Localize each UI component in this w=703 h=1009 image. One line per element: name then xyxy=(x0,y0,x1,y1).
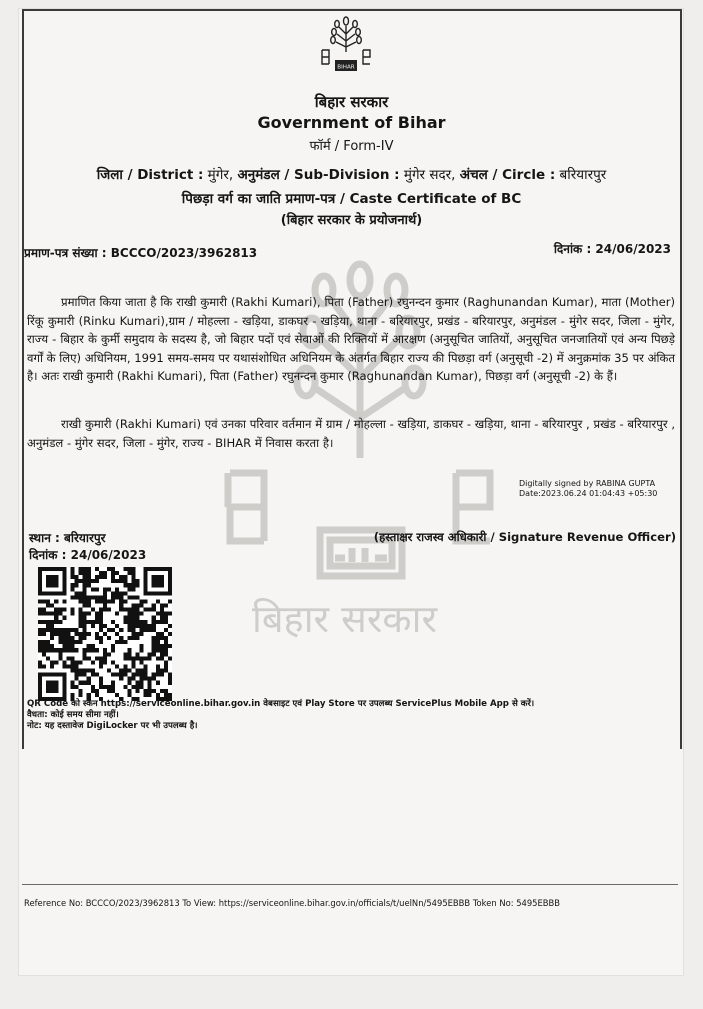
certificate-number: प्रमाण-पत्र संख्या : BCCCO/2023/3962813 xyxy=(24,246,258,260)
subdivision-value: मुंगेर सदर, xyxy=(403,167,456,183)
certificate-paragraph-1: प्रमाणित किया जाता है कि राखी कुमारी (Rakhi Kumari), पिता (Father) रघुनन्दन कुमार (Raghunandan Kumar), माता (Mother) रिंकू कुमारी (Rinku Kumari),ग्राम / मोहल्ला - खड़िया, डाकघर - खड़िया, थाना - बरियारपुर, प्रखंड - बरियारपुर, अनुमंडल - मुंगेर सदर, जिला - मुंगेर, राज्य - बिहार के कुर्मी समुदाय के सदस्य है, जो बिहार पदों एवं सेवाओं की रिक्तियों में आरक्षण (अनुसूचित जातियों, अनुसूचित जनजातियों एवं अन्य पिछड़े वर्गों के लिए) अधिनियम, 1991 समय-समय पर यथासंशोधित अधिनियम के अंतर्गत बिहार राज्य की पिछड़ा वर्ग (अनुसूची -2) में अनुक्रमांक 35 पर अंकित है। अतः राखी कुमारी (Rakhi Kumari), पिता (Father) रघुनन्दन कुमार (Raghunandan Kumar), पिछड़ा वर्ग (अनुसूची -2) के हैं। xyxy=(27,295,675,384)
emblem-label: BIHAR xyxy=(337,64,355,71)
qr-notes xyxy=(27,699,534,732)
certificate-purpose: (बिहार सरकार के प्रयोजनार्थ) xyxy=(280,213,423,228)
bihar-emblem-icon xyxy=(318,16,374,74)
govt-title-english: Government of Bihar xyxy=(257,113,446,132)
certificate-paragraph-2: राखी कुमारी (Rakhi Kumari) एवं उनका परिवार वर्तमान में ग्राम / मोहल्ला - खड़िया, डाकघर - खड़िया, थाना - बरियारपुर , प्रखंड - बरियारपुर , अनुमंडल - मुंगेर सदर, जिला - मुंगेर, राज्य - BIHAR में निवास करता है। xyxy=(27,417,675,450)
watermark-text: बिहार सरकार xyxy=(252,597,437,641)
certificate-title: पिछड़ा वर्ग का जाति प्रमाण-पत्र / Caste Certificate of BC xyxy=(181,191,522,207)
certificate-date: दिनांक : 24/06/2023 xyxy=(553,242,671,256)
issue-date: दिनांक : 24/06/2023 xyxy=(29,548,147,562)
district-value: मुंगेर, xyxy=(207,167,234,183)
district-label: जिला / District : xyxy=(96,167,204,183)
qr-code[interactable] xyxy=(38,567,172,701)
digital-signature-date: Date:2023.06.24 01:04:43 +05:30 xyxy=(519,489,658,498)
footer-divider xyxy=(22,884,678,885)
form-number: फॉर्म / Form-IV xyxy=(309,139,394,154)
govt-title-hindi: बिहार सरकार xyxy=(314,93,389,111)
signature-label: (हस्ताक्षर राजस्व अधिकारी / Signature Revenue Officer) xyxy=(373,530,676,544)
circle-value: बरियारपुर xyxy=(559,167,607,183)
place: स्थान : बरियारपुर xyxy=(29,531,106,545)
qr-note-1: QR Code को स्कैन https://serviceonline.bihar.gov.in वेबसाइट एवं Play Store पर उपलब्ध ServicePlus Mobile App से करें। xyxy=(27,699,535,709)
subdivision-label: अनुमंडल / Sub-Division : xyxy=(237,167,400,183)
qr-note-2: वैधता: कोई समय सीमा नहीं। xyxy=(27,710,119,720)
reference-line: Reference No: BCCCO/2023/3962813 To View: https://serviceonline.bihar.gov.in/officials/t/uelNn/5495EBBB Token No: 5495EBBB xyxy=(24,898,561,908)
circle-label: अंचल / Circle : xyxy=(459,167,556,183)
digital-signature-name: Digitally signed by RABINA GUPTA xyxy=(519,479,656,488)
qr-note-3: नोट: यह दस्तावेज DigiLocker पर भी उपलब्ध है। xyxy=(27,721,198,731)
district-line xyxy=(0,165,703,183)
